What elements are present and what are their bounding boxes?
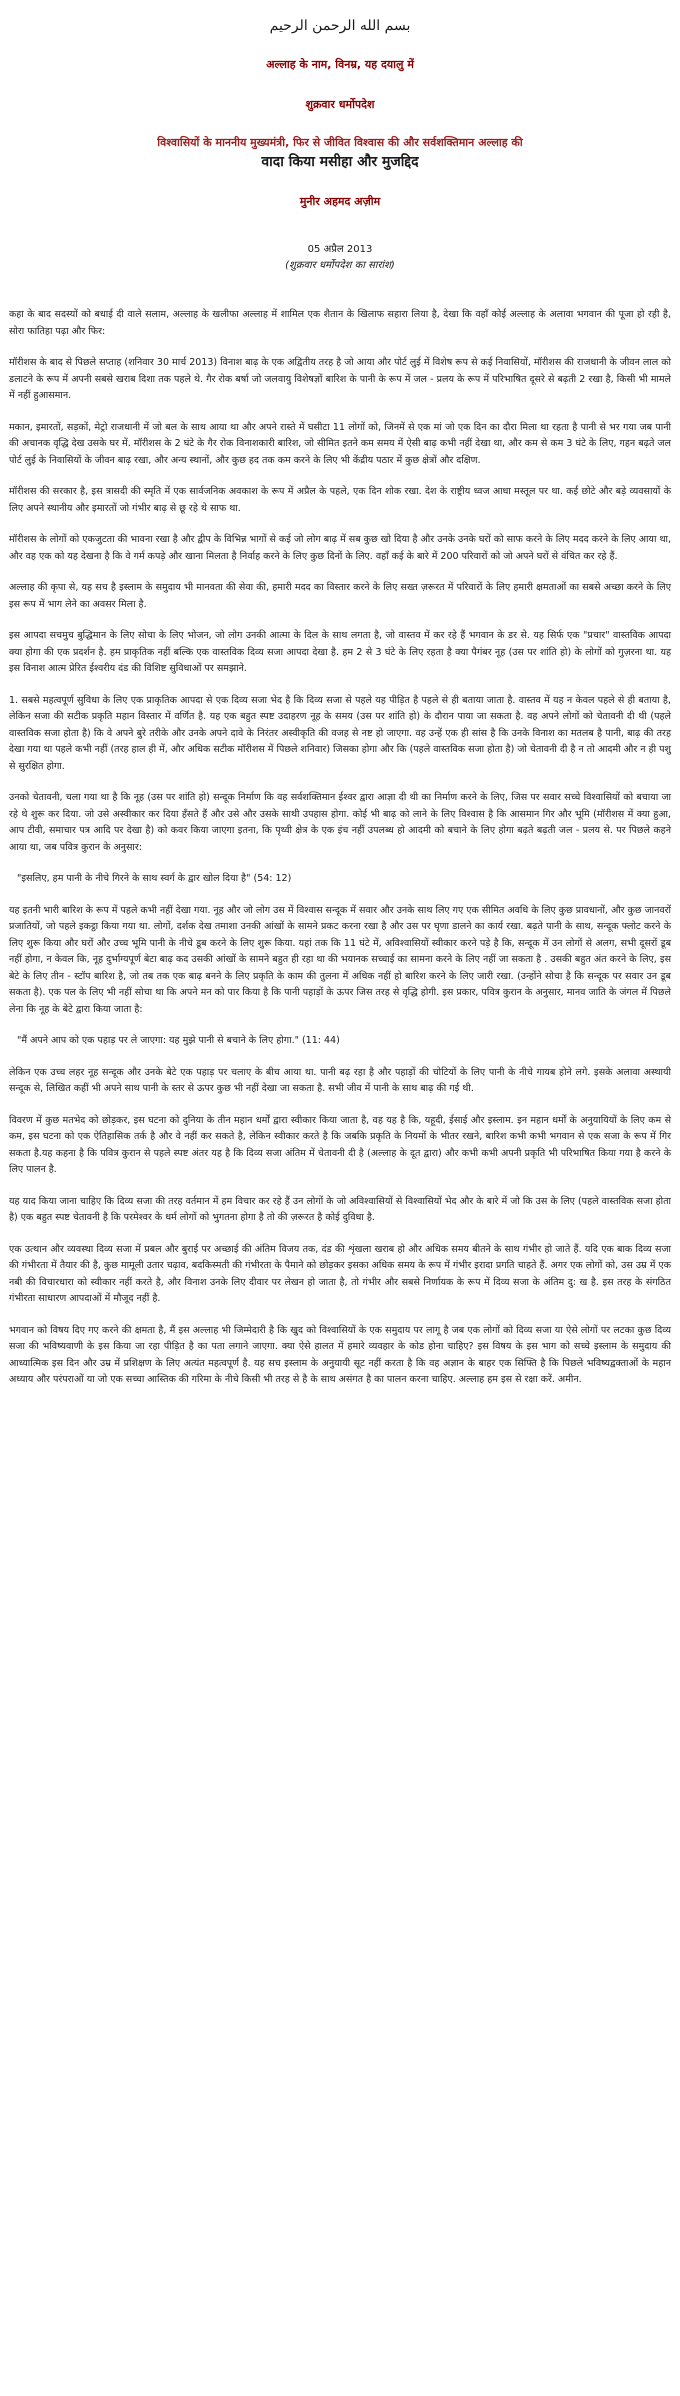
paragraph: एक उत्थान और व्यवस्था दिव्य सजा में प्रबल और बुराई पर अच्छाई की अंतिम विजय तक, दंड की शृंखला खराब हो और अधिक समय बीतने के साथ गंभीर हो जाते हैं. यदि एक बाक दिव्य सजा की गंभीरता में तैयार की है, कुछ मामूली उतार चढ़ाव, बदकिस्मती की गंभीरता के पैमाने को छोड़कर इसका अधिक समय के रूप में गंभीर इरादा प्रगति चाहते हैं. अगर एक लोगों को, उस उम्र में एक नबी की विचारधारा को स्वीकार नहीं करते है, और विनाश उनके लिए दीवार पर लेखन हो जाता है, तो गंभीर और सबसे निर्णायक के रूप में दिव्य सजा के अंतिम दु: ख है. इस तरह के संगठित गंभीरता साधारण आपदाओं में मौजूद नहीं है.	[9, 1243, 671, 1304]
paragraph: भगवान को विषय दिए गए करने की क्षमता है, मैं इस अल्लाह भी जिम्मेदारी है कि खुद को विश्वासियों के एक समुदाय पर लागू है जब एक लोगों को दिव्य सजा या ऐसे लोगों पर लटका कुछ दिव्य सजा की भविष्यवाणी के इस किया जा रहा पीड़ित है का पता लगाने जाएगा. क्या ऐसे हालत में हमारे व्यवहार के कोड होना चाहिए? इस विषय के इस भाग को सच्चे इस्लाम के समुदाय की आध्यात्मिक इस दिन और उम्र में प्रशिक्षण के लिए अत्यंत महत्वपूर्ण है. यह सच इस्लाम के अनुयायी सूट नहीं करता है कि वह अज्ञान के बाहर एक सिफ्ति है कि पिछले भविष्यद्वक्ताओं के महान अध्याय और परंपराओं या जो एक सच्चा आस्तिक की गरिमा के नीचे किसी भी तरह से है के साथ असंगत है का पालन करना चाहिए. अल्लाह हम इस से रक्षा करें. अमीन.	[9, 1324, 671, 1385]
paragraph: यह इतनी भारी बारिश के रूप में पहले कभी नहीं देखा गया. नूह और जो लोग उस में विश्वास सन्दूक में सवार और उनके साथ लिए गए एक सीमित अवधि के लिए कुछ प्रावधानों, और कुछ जानवरों प्रजातियों, जो पहले इकट्ठा किया गया था. लोगों, दर्शक देख तमाशा उनकी आंखों के सामने प्रकट करना रखा है और उस पर घृणा डालने का कार्य रखा. बढ़ते पानी के साथ, सन्दूक फ्लोट करने के लिए शुरू किया और घरों और उच्च भूमि पानी के नीचे डूब करने के लिए शुरू किया. यहां तक कि 11 घंटे में, अविश्वासियों स्वीकार करने पड़े है कि, सन्दूक में उन लोगों से अलग, सभी दूसरों डूब नहीं होगा, न केवल कि, नूह दुर्भाग्यपूर्ण बेटा बाढ़ कद उसकी आंखों के सामने बहुत ही रहा था की भयानक सच्चाई का सामना करने के लिए नहीं जा सकता है . उसकी बहुत अंत करने के लिए, इस बेटे के लिए तीन - स्टॉप बारिश है, जो तब तक एक बाढ़ बनने के लिए प्रकृति के काम की तुलना में अधिक नहीं हो बारिश करने के लिए जारी रखा. (उन्होंने सोचा है कि सन्दूक पर सवार उन डूब सकता है). एक पल के लिए भी नहीं सोचा था कि अपने मन को पार किया है कि पानी पहाड़ों के ऊपर जिस तरह से वृद्धि होगी. इस प्रकार, पवित्र कुरान के अनुसार, मानव जाति के जंगल में पिछले लेना कि नूह के बेटे द्वारा किया जाता है:	[9, 904, 671, 1015]
quran-quote: "इसलिए, हम पानी के नीचे गिरने के साथ स्वर्ग के द्वार खोल दिया है" (54: 12)	[17, 873, 292, 884]
paragraph: लेकिन एक उच्च लहर नूह सन्दूक और उनके बेटे एक पहाड़ पर चलाए के बीच आया था. पानी बढ़ रहा है और पहाड़ों की चोटियों के लिए पानी के नीचे गायब होने लगे. इसके अलावा अस्थायी सन्दूक से, लिखित कहीं भी अपने साथ पानी के स्तर से ऊपर कुछ भी नहीं देखा जा सकता है. सभी जीव में पानी के साथ बाढ़ की गई थी.	[9, 1066, 671, 1094]
paragraph: विवरण में कुछ मतभेद को छोड़कर, इस घटना को दुनिया के तीन महान धर्मों द्वारा स्वीकार किया जाता है, वह यह है कि, यहूदी, ईसाई और इस्लाम. इन महान धर्मों के अनुयायियों के लिए कम से कम, इस घटना को एक ऐतिहासिक तर्क है और वे नहीं कर सकते है, लेकिन स्वीकार करते है कि जबकि प्रकृति के नियमों के भीतर रखने, बारिश कभी कभी भगवान से एक सजा के रूप में गिर सकता है.यह कहना है कि पवित्र कुरान से पहले स्पष्ट अंतर यह है कि दिव्य सजा अंतिम में चेतावनी दी है (अल्लाह के दूत द्वारा) और कभी कभी अपनी प्रकृति भी परिभाषित किया गया है करने के लिए पालन है.	[9, 1114, 671, 1175]
sermon-body	[9, 307, 671, 1389]
invocation-line: अल्लाह के नाम, विनम्र, यह दयालु में	[266, 58, 414, 71]
paragraph: 1. सबसे महत्वपूर्ण सुविधा के लिए एक प्राकृतिक आपदा से एक दिव्य सजा भेद है कि दिव्य सजा से पहले यह पीड़ित है पहले से ही बताया जाता है. वास्तव में यह न केवल पहले से ही बताया है, लेकिन सजा की सटीक प्रकृति महान विस्तार में वर्णित है. यह एक बहुत स्पष्ट उदाहरण नूह के समय (उस पर शांति हो) के दौरान पाया जा सकता है. वह अपने लोगों को चेतावनी दी थी (पहले वास्तविक सजा होता है) कि वे अपने बुरे तरीके और उनके अपने दावे के निरंतर अस्वीकृति की वजह से नष्ट हो जाएगा. वह उन्हें एक ही सांस है कि उनके विनाश का मतलब है पानी, बाढ़ की तरह देखा गया था पहले कभी नहीं (तरह हाल ही में, और अधिक सटीक मॉरीशस में पिछले शनिवार) जिसका होगा और कि (पहले वास्तविक सजा होता है) जो चेतावनी दी है न तो आदमी और न ही पशु से सुरक्षित होगा.	[9, 694, 671, 772]
sermon-title: वादा किया मसीहा और मुजद्दिद	[261, 154, 419, 170]
paragraph: अल्लाह की कृपा से, यह सच है इस्लाम के समुदाय भी मानवता की सेवा की, हमारी मदद का विस्तार करने के लिए सख्त ज़रूरत में परिवारों के लिए हमारी क्षमताओं का सबसे अच्छा करने के लिए इस रूप में भाग लेने का अवसर मिला है.	[9, 582, 671, 610]
paragraph: मकान, इमारतों, सड़कों, मेट्रो राजधानी में जो बल के साथ आया था और अपने रास्ते में घसीटा 11 लोगों को, जिनमें से एक मां जो एक दिन का दौरा मिला था रहता है पानी से भर गया जब पानी की अचानक वृद्धि देख उसके घर में. मॉरीशस के 2 घंटे के गैर रोक विनाशकारी बारिश, जो सीमित इतने कम समय में ऐसी बाढ़ कभी नहीं देखा था, और कम से कम 3 घंटे के लिए, गहन बढ़ते जल पोर्ट लुई के निवासियों के जीवन बाढ़ रखा, और अन्य स्थानों, और कुछ हद तक कम करने के लिए भी केंद्रीय पठार में कुछ क्षेत्रों और दक्षिण.	[9, 421, 671, 466]
sermon-date: 05 अप्रैल 2013	[307, 244, 373, 255]
paragraph: इस आपदा सचमुच बुद्धिमान के लिए सोचा के लिए भोजन, जो लोग उनकी आत्मा के दिल के साथ लगता है, जो वास्तव में कर रहे हैं भगवान के डर से. यह सिर्फ एक "प्रचार" वास्तविक आपदा क्या होगा की एक प्रदर्शन है. हम प्राकृतिक नहीं बल्कि एक वास्तविक दिव्य सजा आपदा देखा है. हम 2 से 3 घंटे के लिए रहता है क्या पैगंबर नूह (उस पर शांति हो) के लोगों को गुज़रना था. यह इस विनाश आत्म प्रेरित ईश्वरीय दंड की विशिष्ट सुविधाओं पर समझाने.	[9, 630, 671, 674]
summary-note: (शुक्रवार धर्मोपदेश का सारांश)	[285, 260, 395, 271]
sermon-subtitle: विश्वासियों के माननीय मुख्यमंत्री, फिर से जीवित विश्वास की और सर्वशक्तिमान अल्लाह की	[157, 136, 523, 149]
author-name: मुनीर अहमद अज़ीम	[299, 195, 381, 208]
paragraph: कहा के बाद सदस्यों को बधाई दी वाले सलाम, अल्लाह के खलीफा अल्लाह में शामिल एक शैतान के खिलाफ सहारा लिया है, देखा कि वहाँ कोई अल्लाह के अलावा भगवान की पूजा हो रही है, सोरा फातिहा पढ़ा और फिर:	[9, 309, 671, 337]
bismillah-heading: بسم الله الرحمن الرحیم	[269, 18, 411, 34]
paragraph: यह याद किया जाना चाहिए कि दिव्य सजा की तरह वर्तमान में हम विचार कर रहे हैं उन लोगों के जो अविश्वासियों से विश्वासियों भेद और के बारे में जो कि उस के लिए (पहले वास्तविक सजा होता है) एक बहुत स्पष्ट चेतावनी है कि परमेश्वर के धर्म लोगों को भुगतना होगा है तो की ज़रूरत है कोई दुविधा है.	[9, 1195, 671, 1223]
paragraph: मॉरीशस के लोगों को एकजुटता की भावना रखा है और द्वीप के विभिन्न भागों से कई जो लोग बाढ़ में सब कुछ खो दिया है और उनके उनके घरों को साफ करने के लिए मदद करने के लिए आया था, और वह एक को यह देखना है कि वे गर्म कपड़े और खाना मिलता है निर्वाह करने के लिए कुछ दिनों के लिए. वहाँ कई के बारे में 200 परिवारों को जो अपने घरों से वंचित कर रहे हैं.	[9, 534, 671, 562]
paragraph: मॉरीशस की सरकार है, इस त्रासदी की स्मृति में एक सार्वजनिक अवकाश के रूप में अप्रैल के पहले, एक दिन शोक रखा. देश के राष्ट्रीय ध्वज आधा मस्तूल पर था. कई छोटे और बड़े व्यवसायों के लिए अपने स्थानीय और इमारतों जो गंभीर बाढ़ से छू रहे थे साफ था.	[9, 486, 671, 514]
sermon-type: शुक्रवार धर्मोपदेश	[305, 98, 375, 111]
quran-quote: "मैं अपने आप को एक पहाड़ पर ले जाएगा: यह मुझे पानी से बचाने के लिए होगा." (11: 44)	[17, 1035, 340, 1046]
paragraph: उनको चेतावनी, चला गया था है कि नूह (उस पर शांति हो) सन्दूक निर्माण कि वह सर्वशक्तिमान ईश्वर द्वारा आज्ञा दी थी का निर्माण करने के लिए, जिस पर सवार सच्चे विश्वासियों को बचाया जा रहे थे शुरू कर दिया. जो उसे अस्वीकार कर दिया हँसते हैं और उसे और उसके साथी उपहास होगा. कोई भी बाढ़ को लाने के लिए विश्वास है कि आसमान गिर और भूमि (मॉरीशस में क्या हुआ, आप टीवी, समाचार पत्र आदि पर देखा है) को कवर किया जाएगा इतना, कि पृथ्वी क्षेत्र के एक इंच नहीं उपलब्ध हो आदमी को बचाने के लिए होगा बढ़ते बढ़ती जल - प्रलय से. पर पिछले कहने आया था, जब पवित्र कुरान के अनुसार:	[9, 792, 671, 853]
paragraph: मॉरीशस के बाद से पिछले सप्ताह (शनिवार 30 मार्च 2013) विनाश बाढ़ के एक अद्वितीय तरह है जो आया और पोर्ट लुई में विशेष रूप से कई निवासियों, मॉरीशस की राजधानी के जीवन लाल को डलाटने के रूप में अपनी सबसे खराब दिशा तक पहले थे. गैर रोक बर्षा जो जलवायु विशेषज्ञों बारिश के पानी के रूप में जल - प्रलय के रूप में परिभाषित दूसरे से बढ़ती 2 रखा है, किसी भी मामले में नहीं हुआसमान.	[9, 357, 672, 401]
